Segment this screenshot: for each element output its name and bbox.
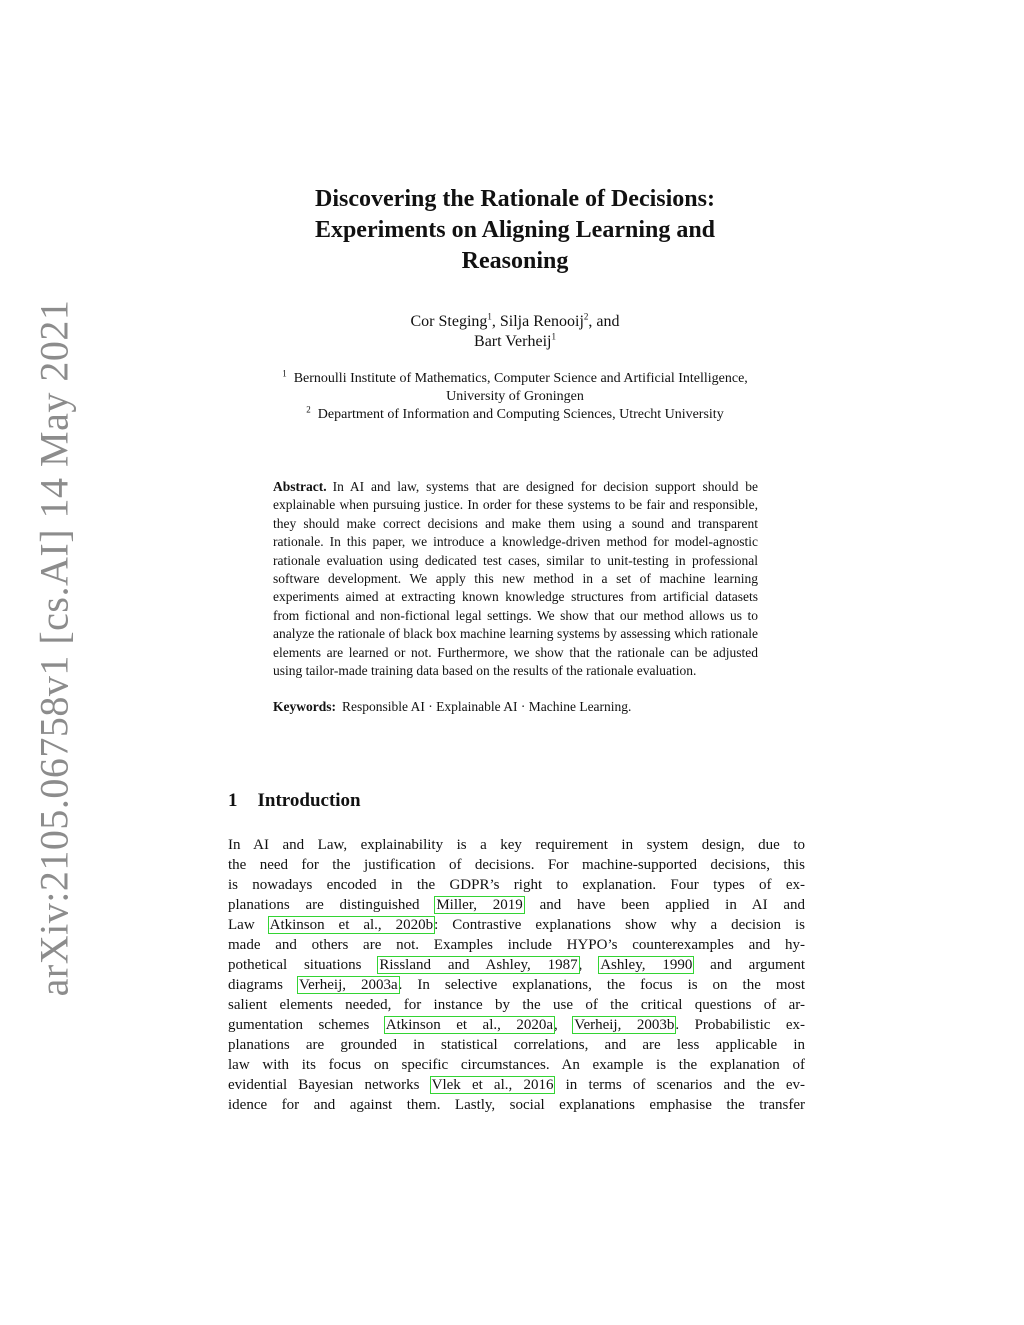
affiliation-1-line-1 xyxy=(200,370,830,388)
abstract-label: Abstract. xyxy=(273,479,327,494)
body-line xyxy=(228,915,805,935)
citation-year: 2019 xyxy=(492,897,523,913)
body-text-segment: evidential Bayesian networks xyxy=(228,1077,420,1093)
citation-author: Atkinson et al. xyxy=(269,917,378,933)
body-line: the need for the justification of decisions. For machine-supported decisions, this xyxy=(228,857,805,873)
body-line: is nowadays encoded in the GDPR’s right to explanation. Four types of ex- xyxy=(228,877,805,893)
author-steging: Cor Steging xyxy=(410,313,488,330)
citation-author: Atkinson et al. xyxy=(385,1017,498,1033)
body-text-segment: . Probabilistic ex- xyxy=(675,1017,806,1033)
author-renooij: , Silja Renooij xyxy=(491,313,584,330)
body-line: law with its focus on specific circumstances. An example is the explanation of xyxy=(228,1057,805,1073)
citation-year: 2016 xyxy=(523,1077,554,1093)
body-line: planations are grounded in statistical correlations, and are less applicable in xyxy=(228,1037,805,1053)
affiliation-1-marker: 1 xyxy=(282,368,287,379)
body-text-segment: gumentation schemes xyxy=(228,1017,370,1033)
author-steging-affil: 1 xyxy=(487,311,492,322)
citation-year: 1987 xyxy=(547,957,578,973)
citation-author: Vlek et al. xyxy=(431,1077,509,1093)
affiliation-2-marker: 2 xyxy=(306,404,311,415)
body-text-segment: diagrams xyxy=(228,977,283,993)
author-verheij: Bart Verheij xyxy=(474,333,552,350)
author-line-2 xyxy=(230,332,800,352)
body-line xyxy=(228,895,805,915)
body-text-segment: : Contrastive explanations show why a decision is xyxy=(434,917,806,933)
author-line-1 xyxy=(230,312,800,332)
affiliation-1-line-2: University of Groningen xyxy=(446,389,584,404)
citation-verheij-2003a[interactable]: Verheij, 2003a xyxy=(298,977,398,993)
section-title: Introduction xyxy=(257,790,361,811)
body-text-segment: planations are distinguished xyxy=(228,897,420,913)
keywords-text: Responsible AI · Explainable AI · Machine Learning. xyxy=(342,699,632,715)
affiliations xyxy=(200,370,830,424)
citation-verheij-2003b[interactable]: Verheij, 2003b xyxy=(574,1017,675,1033)
abstract-paragraph xyxy=(273,478,758,680)
citation-author: Ashley xyxy=(600,957,642,973)
author-list xyxy=(230,312,800,352)
citation-author: Miller xyxy=(436,897,474,913)
citation-rissland-ashley-1987[interactable]: Rissland and Ashley, 1987 xyxy=(379,957,578,973)
abstract-text: In AI and law, systems that are designed for decision support should be explainable when pursuing justice. In order for these systems to be fair and responsible, they should make correct decisions and make them using a sound and transparent rationale. In this paper, we introduce a knowledge-driven method for model-agnostic rationale evaluation using dedicated test cases, similar to unit-testing in professional software development. We apply this new method in a set of machine learning experiments aimed at extracting known knowledge structures from artificial datasets from fictional and non-fictional legal settings. We show that our method allows us to analyze the rationale of black box machine learning systems by assessing which rationale elements are learned or not. Furthermore, we show that the rationale can be adjusted using tailor-made training data based on the results of the rationale evaluation. xyxy=(273,479,758,679)
body-line xyxy=(228,1075,805,1095)
body-text-segment: . In selective explanations, the focus is on the most xyxy=(398,977,805,993)
citation-author: Verheij xyxy=(574,1017,618,1033)
paper-title xyxy=(230,184,800,277)
title-line-3: Reasoning xyxy=(461,248,569,274)
body-line: idence for and against them. Lastly, social explanations emphasise the transfer xyxy=(228,1097,805,1113)
affiliation-1-text: Bernoulli Institute of Mathematics, Computer Science and Artificial Intelligence, xyxy=(293,371,748,386)
title-line-1: Discovering the Rationale of Decisions: xyxy=(315,186,715,212)
body-text-segment: Law xyxy=(228,917,255,933)
body-line: made and others are not. Examples include HYPO’s counterexamples and hy- xyxy=(228,937,805,953)
abstract-block xyxy=(273,478,758,717)
citation-author: Verheij xyxy=(298,977,343,993)
citation-miller-2019[interactable]: Miller, 2019 xyxy=(436,897,523,913)
citation-ashley-1990[interactable]: Ashley, 1990 xyxy=(600,957,693,973)
body-line: gumentation schemes Atkinson et al., 2020a, Verheij, 2003b. Probabilistic ex- xyxy=(228,1017,806,1033)
section-number: 1 xyxy=(228,790,238,811)
citation-atkinson-2020b[interactable]: Atkinson et al., 2020b xyxy=(269,917,434,933)
citation-atkinson-2020a[interactable]: Atkinson et al., 2020a xyxy=(385,1017,554,1033)
title-line-2: Experiments on Aligning Learning and xyxy=(314,217,716,243)
affiliation-2-line xyxy=(200,406,830,424)
body-text-segment: and have been applied in AI and xyxy=(539,897,806,913)
body-line xyxy=(228,975,805,995)
citation-year: 2020b xyxy=(395,917,434,933)
citation-year: 2020a xyxy=(516,1017,554,1033)
citation-author: Rissland and Ashley xyxy=(379,957,528,973)
citation-year: 1990 xyxy=(662,957,693,973)
author-verheij-affil: 1 xyxy=(551,331,556,342)
author-separator: , and xyxy=(588,313,620,330)
keywords-label: Keywords: xyxy=(273,699,336,715)
keywords-paragraph xyxy=(273,698,758,716)
citation-year: 2003a xyxy=(361,977,398,993)
body-text-segment: in terms of scenarios and the ev- xyxy=(565,1077,806,1093)
body-text-segment: pothetical situations xyxy=(228,957,362,973)
body-line: In AI and Law, explainability is a key requirement in system design, due to xyxy=(228,837,805,853)
body-text-segment: and argument xyxy=(710,957,806,973)
citation-year: 2003b xyxy=(636,1017,675,1033)
introduction-body xyxy=(228,835,805,1115)
body-line: salient elements needed, for instance by the use of the critical questions of ar- xyxy=(228,997,805,1013)
citation-vlek-2016[interactable]: Vlek et al., 2016 xyxy=(431,1077,554,1093)
affiliation-2-text: Department of Information and Computing Sciences, Utrecht University xyxy=(317,407,724,422)
section-heading-introduction xyxy=(228,790,361,812)
arxiv-identifier-stamp: arXiv:2105.06758v1 [cs.AI] 14 May 2021 xyxy=(31,299,77,997)
body-line: pothetical situations Rissland and Ashley, 1987, Ashley, 1990 and argument xyxy=(228,957,806,973)
author-renooij-affil: 2 xyxy=(583,311,589,322)
